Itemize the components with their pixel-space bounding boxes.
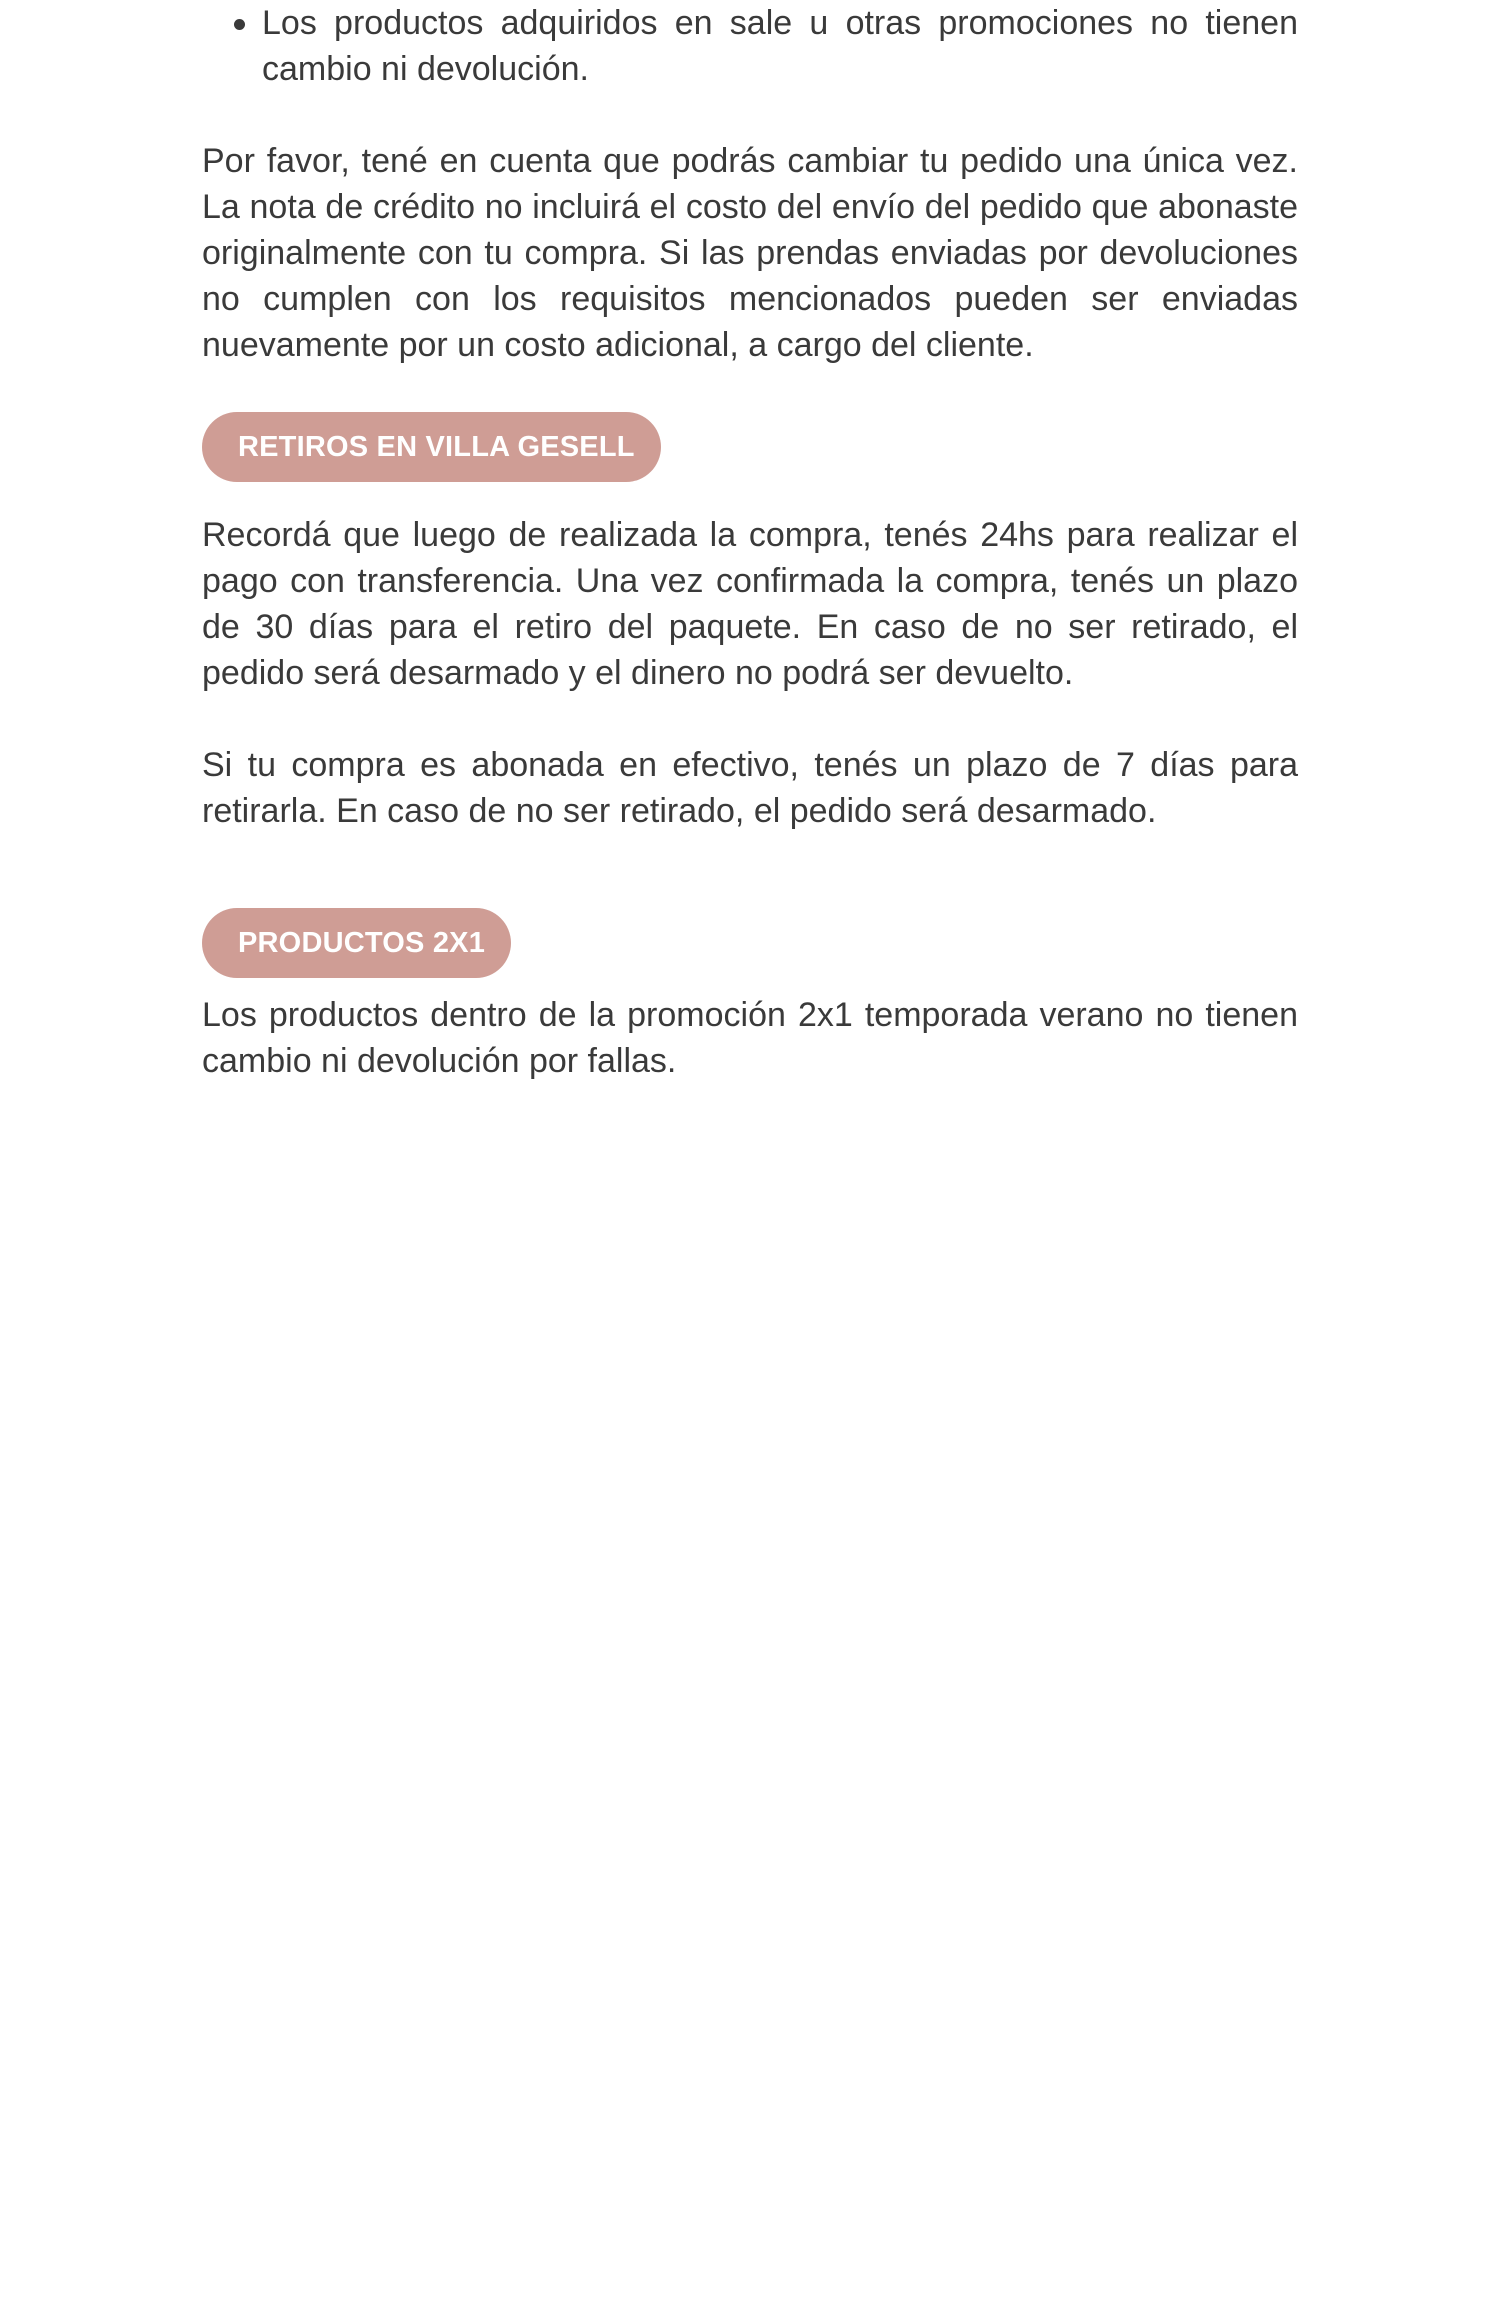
exchange-policy-paragraph: Por favor, tené en cuenta que podrás cambiar tu pedido una única vez. La nota de crédito no incluirá el costo del envío del pedido que abonaste originalmente con tu compra. Si las prendas enviadas por devoluciones no cumplen con los requisitos mencionados pueden ser enviadas nuevamente por un costo adicional, a cargo del cliente. bbox=[202, 142, 1298, 364]
policy-content bbox=[202, 0, 1298, 1084]
promo-2x1-paragraph: Los productos dentro de la promoción 2x1 temporada verano no tienen cambio ni devolución por fallas. bbox=[202, 996, 1298, 1080]
pickup-cash-paragraph: Si tu compra es abonada en efectivo, tenés un plazo de 7 días para retirarla. En caso de no ser retirado, el pedido será desarmado. bbox=[202, 746, 1298, 830]
bullet-list bbox=[202, 0, 1298, 92]
pickup-payment-paragraph: Recordá que luego de realizada la compra, tenés 24hs para realizar el pago con transferencia. Una vez confirmada la compra, tenés un plazo de 30 días para el retiro del paquete. En caso de no ser retirado, el pedido será desarmado y el dinero no podrá ser devuelto. bbox=[202, 516, 1298, 692]
section-heading-productos-2x1: PRODUCTOS 2X1 bbox=[202, 908, 511, 978]
section-heading-retiros: RETIROS EN VILLA GESELL bbox=[202, 412, 661, 482]
list-item: Los productos adquiridos en sale u otras promociones no tienen cambio ni devolución. bbox=[262, 0, 1298, 92]
